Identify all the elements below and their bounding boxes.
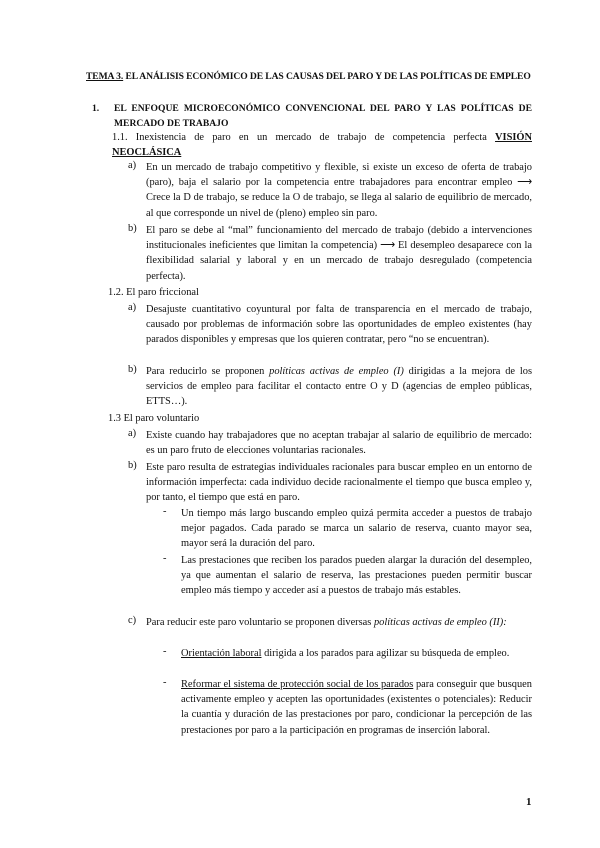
tema-title: EL ANÁLISIS ECONÓMICO DE LAS CAUSAS DEL PARO Y DE LAS POLÍTICAS DE EMPLEO xyxy=(123,71,531,82)
s12-a-label: a) xyxy=(128,302,137,313)
s11-b-label: b) xyxy=(128,223,137,234)
s13-dash-4: - xyxy=(163,677,167,688)
section-1-number: 1. xyxy=(92,103,100,114)
s13-a-label: a) xyxy=(128,428,137,439)
s12-b-label: b) xyxy=(128,364,137,375)
section-1-title: EL ENFOQUE MICROECONÓMICO CONVENCIONAL DEL PARO Y LAS POLÍTICAS DE MERCADO DE TRABAJO xyxy=(114,103,532,129)
s13-a-text: Existe cuando hay trabajadores que no aceptan trabajar al salario de equilibrio de mercado: es un paro fruto de elecciones voluntarias racionales. xyxy=(146,430,532,457)
s13-c-item-2 xyxy=(181,677,532,738)
s13-b-label: b) xyxy=(128,460,137,471)
s12-heading: 1.2. El paro friccional xyxy=(108,287,199,298)
section-1-heading xyxy=(92,101,532,131)
s13-heading: 1.3 El paro voluntario xyxy=(108,413,200,424)
s12-b-pre: Para reducirlo se proponen xyxy=(146,366,270,377)
s12-b-italic: políticas activas de empleo (I) xyxy=(269,366,404,377)
page-number: 1 xyxy=(526,796,532,808)
s12-a-text: Desajuste cuantitativo coyuntural por falta de transparencia en el mercado de trabajo, causado por problemas de información sobre las oportunidades de empleo existentes (hay parados disponibles y empresas que los quieren contratar, pero “no se encuentran). xyxy=(146,304,532,346)
s13-c-pre: Para reducir este paro voluntario se proponen diversas xyxy=(146,617,374,628)
s13-c-label: c) xyxy=(128,615,137,626)
section-1-1 xyxy=(112,130,532,160)
s13-c1-rest: dirigida a los parados para agilizar su búsqueda de empleo. xyxy=(261,648,510,659)
tema-label: TEMA 3. xyxy=(86,71,124,82)
s12-b-post: dirigidas a la mejora de los servicios de empleo para facilitar el contacto entre O y D (agencias de empleo públicas, ETTS…). xyxy=(146,366,532,408)
s13-c1-underlined: Orientación laboral xyxy=(181,648,262,659)
s11-a-label: a) xyxy=(128,160,137,171)
s13-dash-2: - xyxy=(163,553,167,564)
s13-c2-rest: para conseguir que busquen activamente empleo y acepten las oportunidades (existentes o potenciales): Reducir la cuantía y duración de las prestaciones por paro, condicionar la percepción de las prestaciones por paro a la participación en programas de inserción laboral. xyxy=(181,679,532,736)
s11-vision-neoclasica: VISIÓN NEOCLÁSICA xyxy=(112,132,532,159)
s13-dash-3: - xyxy=(163,646,167,657)
s11-intro: 1.1. Inexistencia de paro en un mercado de trabajo de competencia perfecta xyxy=(112,132,496,143)
s11-a-text: En un mercado de trabajo competitivo y flexible, si existe un exceso de oferta de trabajo (paro), baja el salario por la competencia entre trabajadores para encontrar empleo ⟶ Crece la D de trabajo, se reduce la O de trabajo, se llega al salario de equilibrio de mercado, al que corresponde un nivel de (pleno) empleo sin paro. xyxy=(146,162,532,219)
s13-dash-1: - xyxy=(163,506,167,517)
s13-bullet-1: Un tiempo más largo buscando empleo quizá permita acceder a puestos de trabajo mejor pagados. Cada parado se marca un salario de reserva, cuanto mayor sea, mayor será la duración del paro. xyxy=(181,508,532,550)
s11-b-text: El paro se debe al “mal” funcionamiento del mercado de trabajo (debido a intervenciones institucionales ineficientes que limitan la competencia) ⟶ El desempleo desaparece con la flexibilidad salarial y laboral y en un mercado de trabajo desregulado (competencia perfecta). xyxy=(146,225,532,282)
s13-bullet-2: Las prestaciones que reciben los parados pueden alargar la duración del desempleo, ya que aumentan el salario de reserva, las prestaciones pueden permitir buscar empleo más tiempo y acceder así a puestos de trabajo más estables. xyxy=(181,555,532,597)
page-title xyxy=(86,71,531,82)
s12-b-text xyxy=(146,364,532,410)
s13-c-italic: políticas activas de empleo (II): xyxy=(373,617,507,628)
s13-c-text xyxy=(146,615,532,630)
s13-b-text: Este paro resulta de estrategias individuales racionales para buscar empleo en un entorno de información imperfecta: cada individuo decide racionalmente el tiempo que busca empleo y, por tanto, el tiempo que está en paro. xyxy=(146,462,532,504)
s13-c-item-1 xyxy=(181,646,532,661)
s13-c2-underlined: Reformar el sistema de protección social de los parados xyxy=(181,679,414,690)
